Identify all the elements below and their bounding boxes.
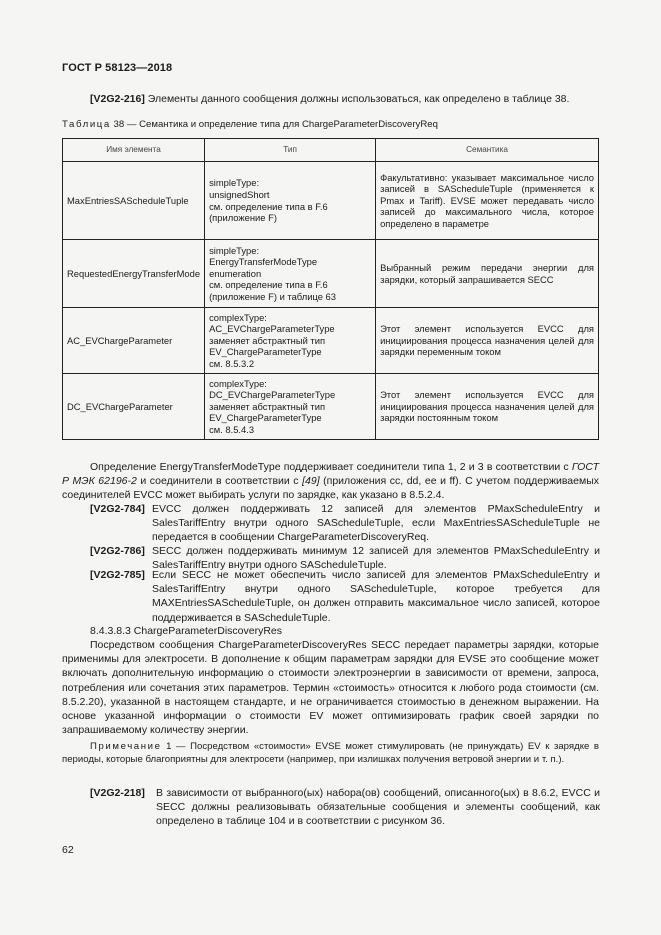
table-row (63, 240, 599, 308)
cell-type (205, 240, 376, 308)
type-line: DC_EVChargeParameterType (209, 389, 336, 401)
requirement-tag: [V2G2-216] (90, 93, 145, 105)
type-line: complexType: (209, 311, 267, 323)
page-number: 62 (62, 844, 74, 856)
note-text: 1 — Посредством «стоимости» EVSE может стимулировать (не принуждать) EV к зарядке в периоды, которые благоприятны для электросети (например, при излишках получения ветровой энергии и т. п.). (62, 741, 599, 765)
type-line: simpleType: (209, 177, 260, 189)
cell-type (205, 162, 376, 240)
text-run: Определение EnergyTransferModeType поддерживает соединители типа 1, 2 и 3 в соответствии с (90, 461, 572, 473)
requirement-text: В зависимости от выбранного(ых) набора(ов) сообщений, описанного(ых) в 8.6.2, EVCC и SECC должны реализовывать обязательные сообщения и элементы сообщений, как определено в таблице 104 и в соответствии с рисунком 36. (156, 787, 600, 828)
type-line: enumeration (209, 267, 262, 279)
type-line: EnergyTransferModeType (209, 256, 318, 268)
table-caption (62, 119, 438, 130)
cell-element-name: RequestedEnergyTransferMode (63, 240, 205, 308)
reference-standard: ГОСТ Р МЭК 62196-2 (62, 461, 599, 488)
paragraph-transfer-mode (62, 460, 599, 503)
table-header-row (63, 139, 599, 162)
type-line: (приложение F) и таблице 63 (209, 290, 336, 302)
type-line: см. 8.5.3.2 (209, 357, 255, 369)
requirement-text: SECC должен поддерживать минимум 12 записей для элементов PMaxScheduleEntry и SalesTariffEntry внутри одного SAScheduleTuple. (152, 545, 600, 572)
type-line: см. 8.5.4.3 (209, 423, 255, 435)
type-line: EV_ChargeParameterType (209, 346, 322, 358)
paragraph-charge-parameter-res: Посредством сообщения ChargeParameterDiscoveryRes SECC передает параметры зарядки, которые применимы для электросети. В дополнение к общим параметрам зарядки для EVSE это сообщение может включать дополнительную информацию о стоимости электроэнергии в зависимости от времени, запроса, потребления или сочетания этих параметров. Термин «стоимость» относится к любого рода стоимости (см. 8.5.2.20), указанной в настоящем стандарте, и не ограничивается стоимостью в денежном выражении. На основе указанной информации о стоимости EV может оптимизировать график своей зарядки по запрашиваемому количеству энергии. (62, 639, 599, 737)
section-heading: 8.4.3.8.3 ChargeParameterDiscoveryRes (90, 625, 283, 637)
type-line: см. определение типа в F.6 (209, 200, 328, 212)
table-row (63, 308, 599, 374)
intro-text: Элементы данного сообщения должны использоваться, как определено в таблице 38. (147, 93, 570, 105)
type-line: unsignedShort (209, 188, 270, 200)
requirement-text: EVCC должен поддерживать 12 записей для элементов PMaxScheduleEntry и SalesTariffEntry внутри одного SAScheduleTuple, если MaxEntriesSAScheduleTuple не передается в сообщении ChargeParameterDiscoveryReq. (152, 503, 600, 544)
header-type: Тип (205, 139, 376, 162)
table-caption-label: Таблица (62, 119, 111, 130)
table-caption-text: 38 — Семантика и определение типа для ChargeParameterDiscoveryReq (113, 119, 438, 130)
standard-header: ГОСТ Р 58123—2018 (62, 62, 173, 74)
requirement-tag: [V2G2-785] (90, 569, 145, 581)
table-row (63, 162, 599, 240)
cell-element-name: AC_EVChargeParameter (63, 308, 205, 374)
type-line: заменяет абстрактный тип (209, 334, 326, 346)
type-line: (приложение F) (209, 212, 277, 224)
table-row (63, 374, 599, 440)
cell-semantics: Выбранный режим передачи энергии для зарядки, который запрашивается SECC (376, 240, 599, 308)
cell-element-name: MaxEntriesSAScheduleTuple (63, 162, 205, 240)
semantics-table (62, 138, 599, 440)
text-run: (приложения cc, dd, ee и ff). С учетом поддерживаемых соединителей EVCC может выбирать услуги по зарядке, как указано в 8.5.2.4. (62, 475, 599, 502)
cell-semantics: Факультативно: указывает максимальное число записей в SAScheduleTuple (применяется к Pmax и Tariff). EVSE может передавать число записей до максимального числа, которое определено в параметре (376, 162, 599, 240)
requirement-text: Если SECC не может обеспечить число записей для элементов PMaxScheduleEntry и SalesTariffEntry внутри одного SAScheduleTuple, которое требуется для MAXEntriesSAScheduleTuple, он должен отправить максимальное число записей, которое поддерживается в SAScheduleTuple. (152, 569, 600, 624)
cell-semantics: Этот элемент используется EVCC для инициирования процесса назначения целей для зарядки постоянным током (376, 374, 599, 440)
header-element-name: Имя элемента (63, 139, 205, 162)
type-line: заменяет абстрактный тип (209, 400, 326, 412)
requirement-784 (90, 502, 600, 546)
requirement-218 (90, 786, 600, 832)
type-line: см. определение типа в F.6 (209, 279, 328, 291)
cell-semantics: Этот элемент используется EVCC для инициирования процесса назначения целей для зарядки переменным током (376, 308, 599, 374)
cell-type (205, 308, 376, 374)
cell-type (205, 374, 376, 440)
requirement-tag: [V2G2-786] (90, 545, 145, 557)
type-line: AC_EVChargeParameterType (209, 323, 335, 335)
text-run: и соединители в соответствии с (136, 475, 303, 488)
cell-element-name: DC_EVChargeParameter (63, 374, 205, 440)
requirement-785 (90, 568, 600, 628)
note-label: Примечание (90, 741, 162, 752)
requirement-tag: [V2G2-784] (90, 503, 145, 515)
reference-bibliography: [49] (302, 475, 320, 488)
requirement-tag: [V2G2-218] (90, 787, 145, 799)
type-line: EV_ChargeParameterType (209, 412, 322, 424)
header-semantics: Семантика (376, 139, 599, 162)
type-line: complexType: (209, 377, 267, 389)
intro-paragraph (90, 92, 600, 106)
type-line: simpleType: (209, 244, 260, 256)
note-1 (62, 741, 599, 766)
